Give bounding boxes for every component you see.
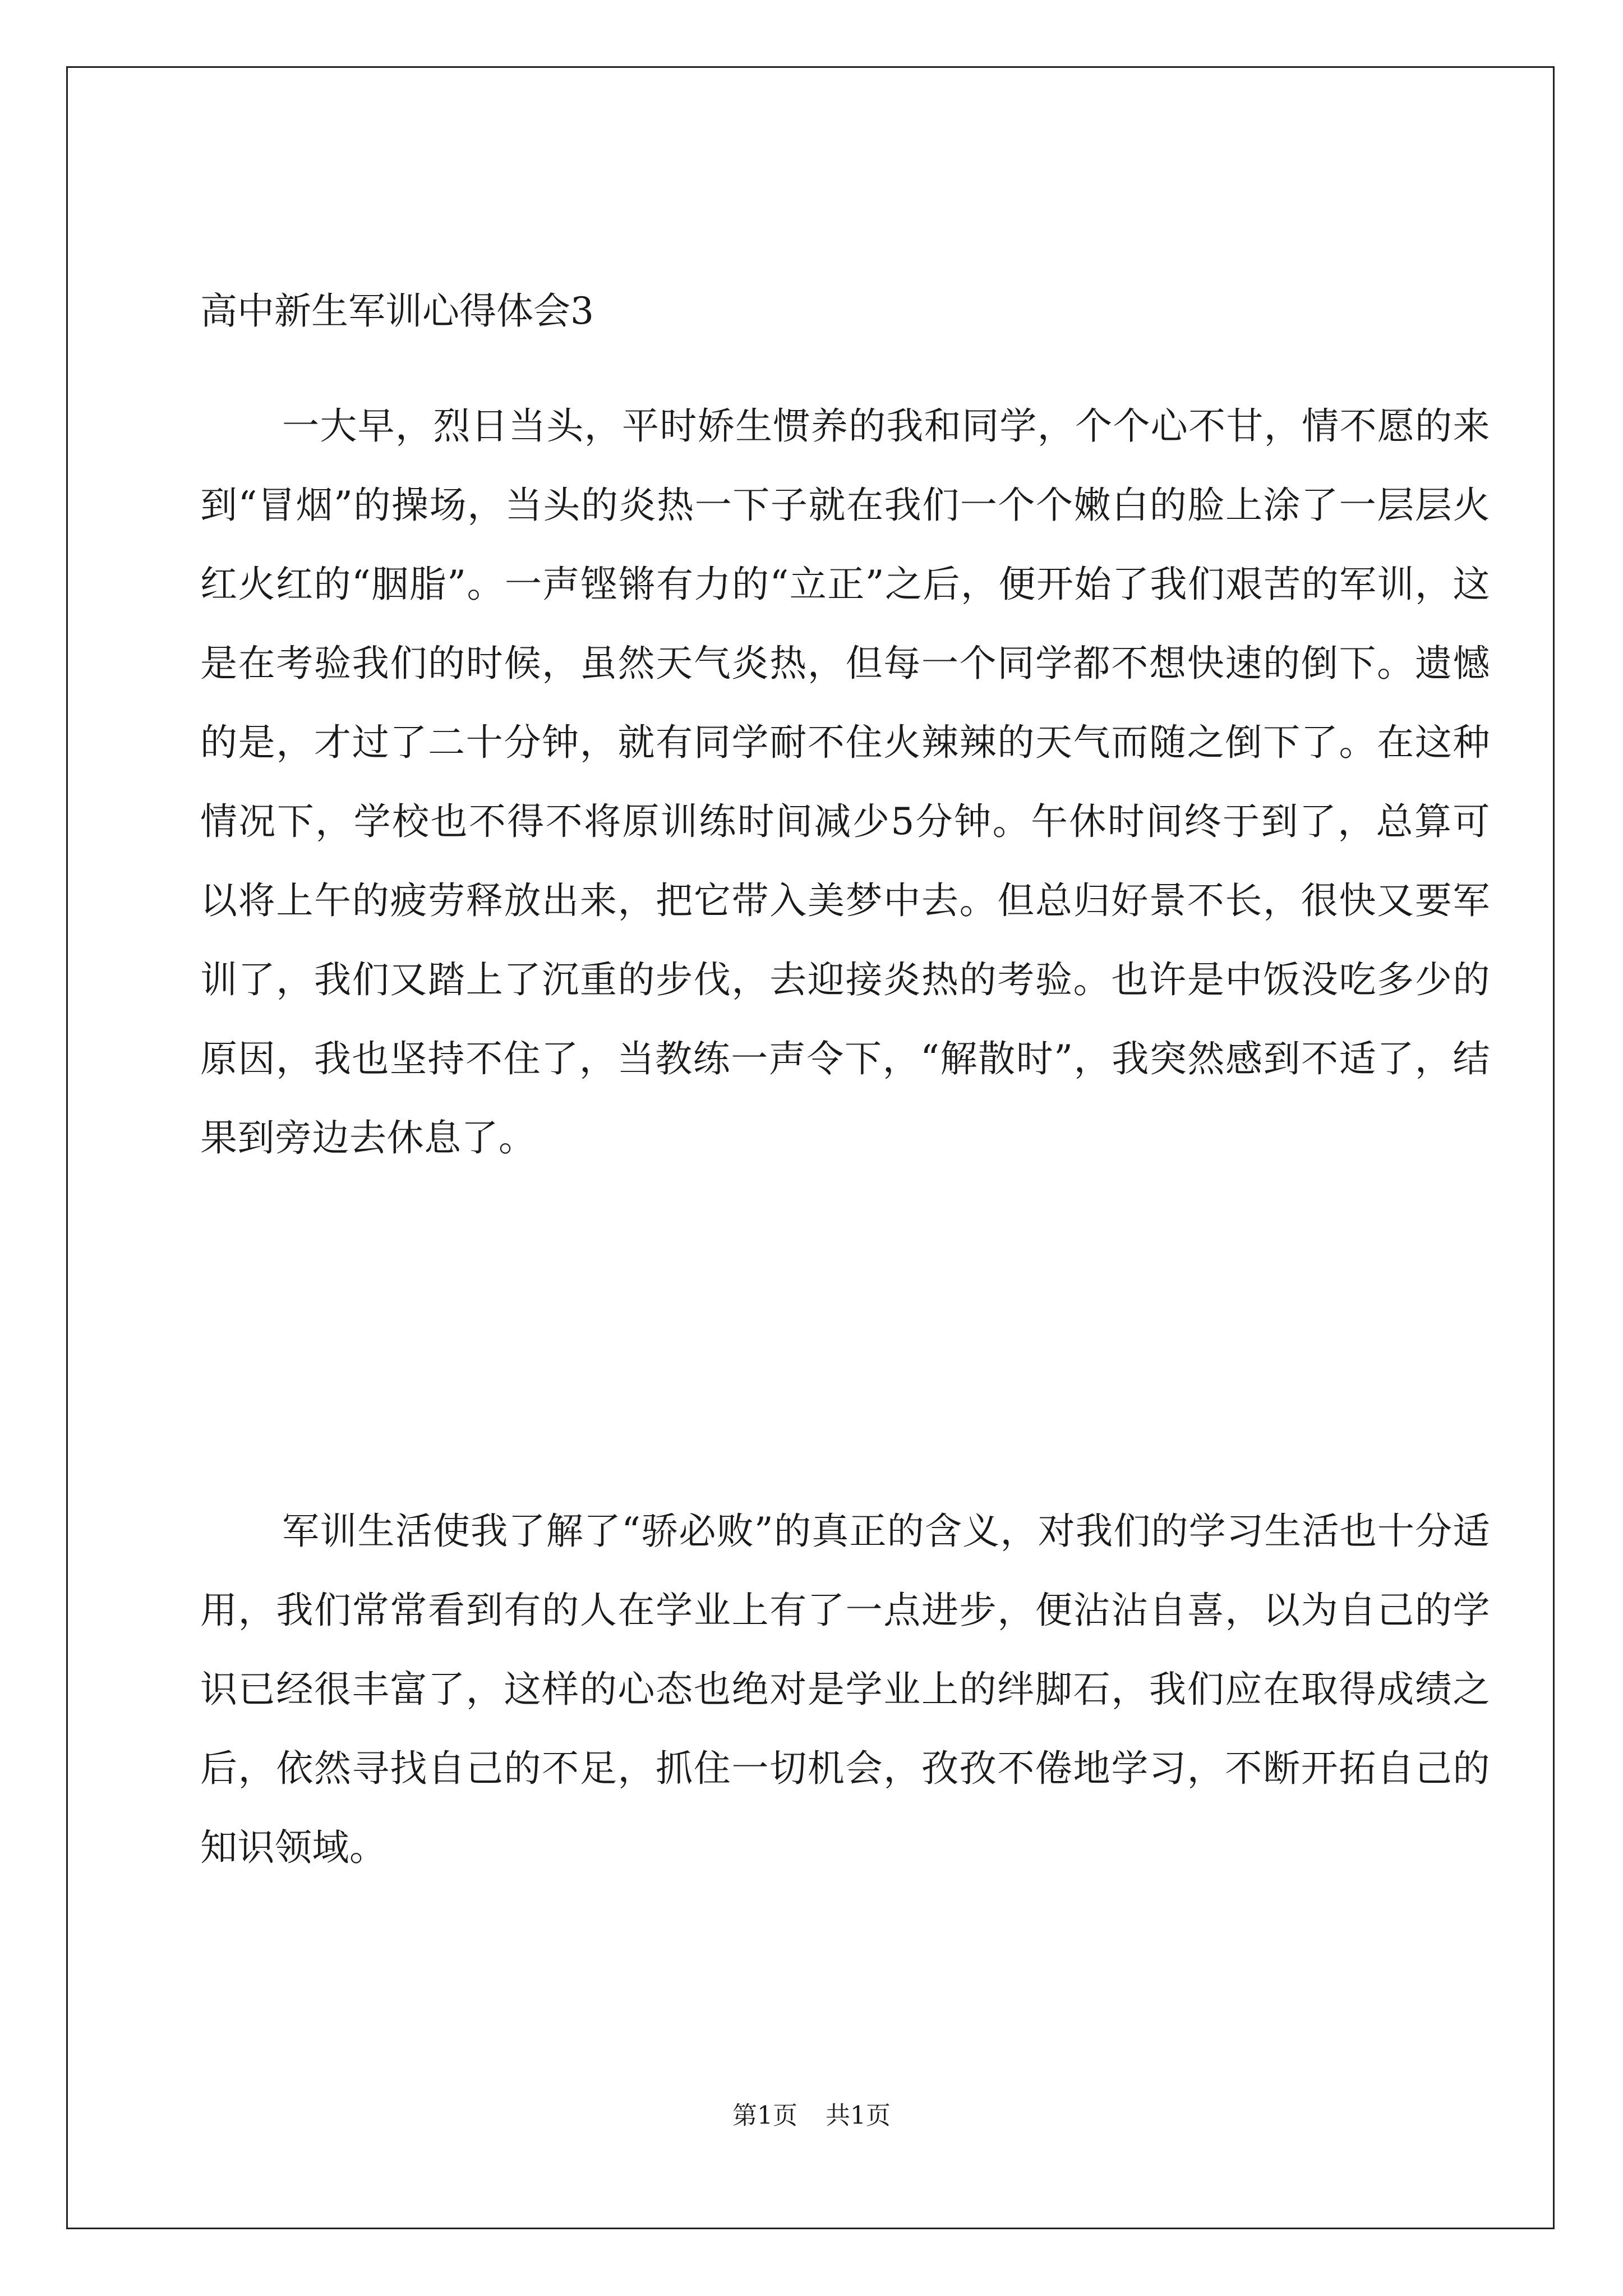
page-footer — [0, 2099, 1623, 2133]
page-frame — [66, 66, 1555, 2229]
document-title: 高中新生军训心得体会3 — [200, 289, 594, 333]
page-number: 第1页 — [732, 2101, 797, 2130]
paragraph-1: 一大早，烈日当头，平时娇生惯养的我和同学，个个心不甘，情不愿的来到“冒烟”的操场，当头的炎热一下子就在我们一个个嫩白的脸上涂了一层层火红火红的“胭脂”。一声铿锵有力的“立正”之后，便开始了我们艰苦的军训，这是在考验我们的时候，虽然天气炎热，但每一个同学都不想快速的倒下。遗憾的是，才过了二十分钟，就有同学耐不住火辣辣的天气而随之倒下了。在这种情况下，学校也不得不将原训练时间减少5分钟。午休时间终于到了，总算可以将上午的疲劳释放出来，把它带入美梦中去。但总归好景不长，很快又要军训了，我们又踏上了沉重的步伐，去迎接炎热的考验。也许是中饭没吃多少的原因，我也坚持不住了，当教练一声令下，“解散时”，我突然感到不适了，结果到旁边去休息了。 — [200, 404, 1490, 1159]
page-total: 共1页 — [826, 2101, 891, 2130]
document-body — [200, 68, 1490, 2194]
paragraph-2: 军训生活使我了解了“骄必败”的真正的含义，对我们的学习生活也十分适用，我们常常看到有的人在学业上有了一点进步，便沾沾自喜，以为自己的学识已经很丰富了，这样的心态也绝对是学业上的绊脚石，我们应在取得成绩之后，依然寻找自己的不足，抓住一切机会，孜孜不倦地学习，不断开拓自己的知识领域。 — [200, 1510, 1490, 1869]
